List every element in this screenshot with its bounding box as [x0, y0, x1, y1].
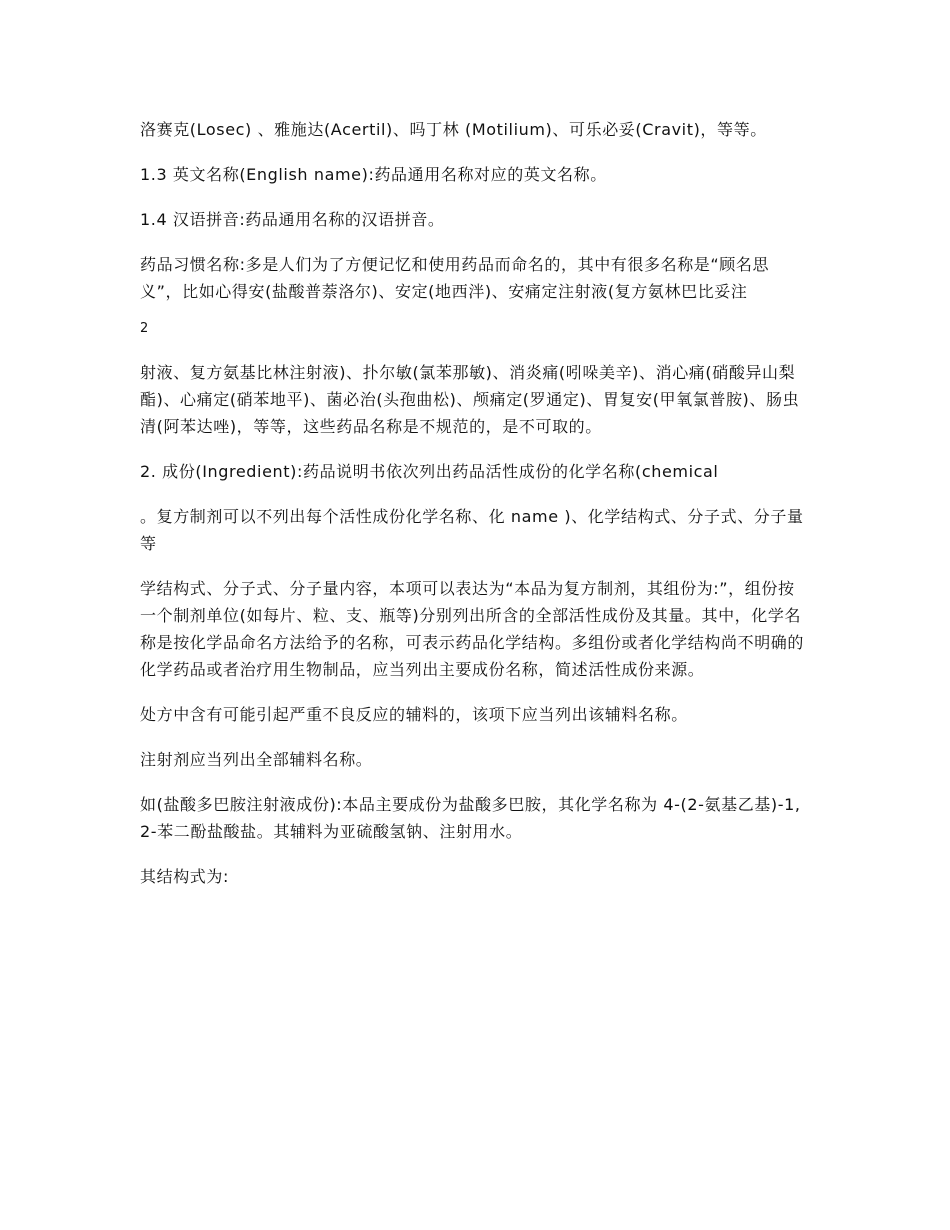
paragraph-structure-content: 学结构式、分子式、分子量内容，本项可以表达为“本品为复方制剂，其组份为:”，组份按一个制剂单位(如每片、粒、支、瓶等)分别列出所含的全部活性成份及其量。其中，化学名称是按化学品命名方法给予的名称，可表示药品化学结构。多组份或者化学结构尚不明确的化学药品或者治疗用生物制品，应当列出主要成份名称，简述活性成份来源。 [140, 579, 805, 679]
document-body [140, 116, 808, 890]
paragraph-injection-excipients: 注射剂应当列出全部辅料名称。 [140, 750, 373, 769]
paragraph-structural-formula: 其结构式为: [140, 867, 229, 886]
paragraph-pinyin: 1.4 汉语拼音:药品通用名称的汉语拼音。 [140, 210, 445, 229]
paragraph-compound-preparation: 。复方制剂可以不列出每个活性成份化学名称、化 name )、化学结构式、分子式、分子量等 [140, 507, 804, 553]
paragraph-habitual-name: 药品习惯名称:多是人们为了方便记忆和使用药品而命名的，其中有很多名称是“顾名思义”，比如心得安(盐酸普萘洛尔)、安定(地西泮)、安痛定注射液(复方氨林巴比妥注 [140, 255, 770, 301]
paragraph-dopamine-example: 如(盐酸多巴胺注射液成份):本品主要成份为盐酸多巴胺，其化学名称为 4-(2-氨基乙基)-1,2-苯二酚盐酸盐。其辅料为亚硫酸氢钠、注射用水。 [140, 795, 801, 841]
paragraph-nonstandard-names: 射液、复方氨基比林注射液)、扑尔敏(氯苯那敏)、消炎痛(吲哚美辛)、消心痛(硝酸异山梨酯)、心痛定(硝苯地平)、菌必治(头孢曲松)、颅痛定(罗通定)、胃复安(甲氧氯普胺)、肠虫清(阿苯达唑)，等等，这些药品名称是不规范的，是不可取的。 [140, 363, 800, 436]
paragraph-ingredient-heading: 2. 成份(Ingredient):药品说明书依次列出药品活性成份的化学名称(chemical [140, 462, 719, 481]
page-number: 2 [140, 321, 149, 336]
paragraph-excipient-adverse: 处方中含有可能引起严重不良反应的辅料的，该项下应当列出该辅料名称。 [140, 705, 688, 724]
paragraph-english-name: 1.3 英文名称(English name):药品通用名称对应的英文名称。 [140, 165, 607, 184]
paragraph-brand-names: 洛赛克(Losec) 、雅施达(Acertil)、吗丁林 (Motilium)、可乐必妥(Cravit)，等等。 [140, 120, 767, 139]
